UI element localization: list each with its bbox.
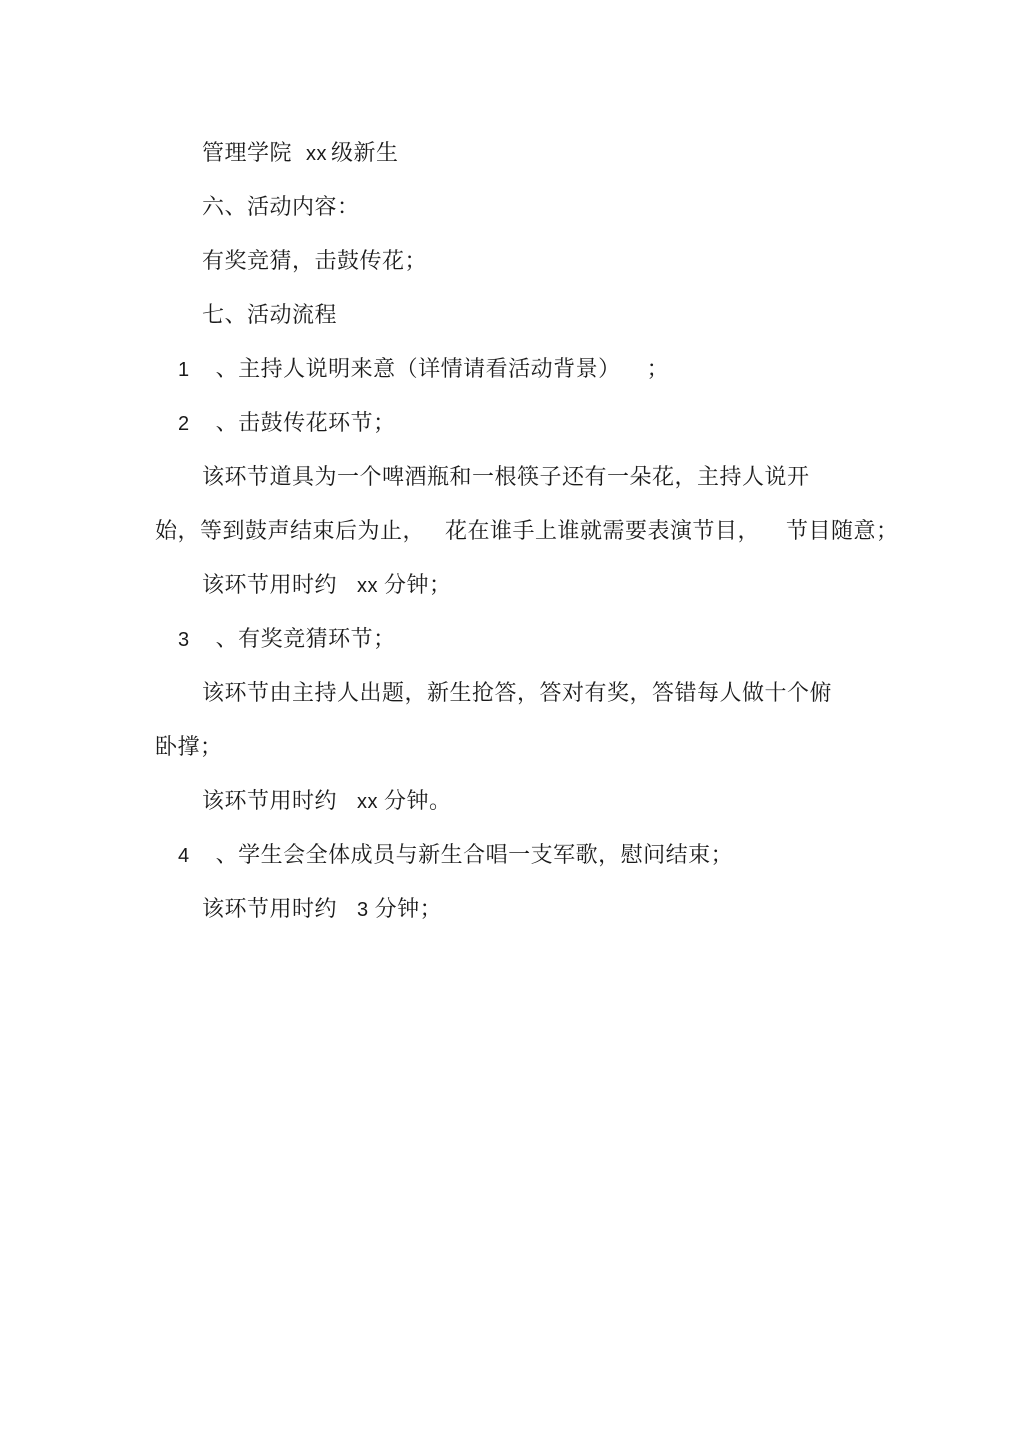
flow-item-4-text: 、学生会全体成员与新生合唱一支军歌，慰问结束； (215, 843, 734, 868)
duration-label: 该环节用时约 (202, 789, 338, 814)
flow-item-4-number: 4 (178, 845, 190, 867)
flow-item-2-text: 、击鼓传花环节； (215, 411, 396, 436)
description-part-b: 花在谁手上谁就需要表演节目， (445, 519, 761, 544)
duration-unit: 分钟； (384, 573, 452, 598)
duration-label: 该环节用时约 (202, 573, 338, 598)
flow-item-1 (178, 356, 669, 384)
flow-item-2-description-line2 (155, 518, 899, 546)
flow-item-1-text: 、主持人说明来意（详情请看活动背景） (215, 357, 621, 382)
flow-item-1-tail: ； (646, 357, 670, 382)
section-heading-content: 六、活动内容： (202, 195, 360, 220)
section-heading-flow: 七、活动流程 (202, 303, 338, 328)
flow-item-4 (178, 842, 733, 870)
audience-line (202, 140, 399, 168)
duration-value: xx (357, 575, 379, 597)
duration-label: 该环节用时约 (202, 897, 338, 922)
flow-item-3-number: 3 (178, 629, 190, 651)
flow-item-3-duration (202, 788, 452, 816)
flow-item-2 (178, 410, 396, 438)
audience-suffix: 级新生 (331, 141, 399, 166)
flow-item-2-description-line1: 该环节道具为一个啤酒瓶和一根筷子还有一朵花，主持人说开 (202, 465, 810, 490)
flow-item-3-description-line2: 卧撑； (155, 735, 223, 760)
flow-item-4-duration (202, 896, 442, 924)
duration-unit: 分钟； (374, 897, 443, 922)
content-line: 有奖竞猜，击鼓传花； (202, 249, 428, 274)
description-part-a: 始，等到鼓声结束后为止， (155, 519, 426, 544)
description-part-c: 节目随意； (786, 519, 899, 544)
duration-unit: 分钟。 (384, 789, 452, 814)
audience-college: 管理学院 (202, 141, 293, 166)
flow-item-3-text: 、有奖竞猜环节； (215, 627, 396, 652)
flow-item-1-number: 1 (178, 359, 190, 381)
flow-item-3-description-line1: 该环节由主持人出题，新生抢答，答对有奖，答错每人做十个俯 (202, 681, 833, 706)
flow-item-2-number: 2 (178, 413, 190, 435)
flow-item-3 (178, 626, 396, 654)
audience-year: xx (306, 143, 328, 165)
duration-value: 3 (357, 899, 369, 921)
flow-item-2-duration (202, 572, 452, 600)
duration-value: xx (357, 791, 379, 813)
